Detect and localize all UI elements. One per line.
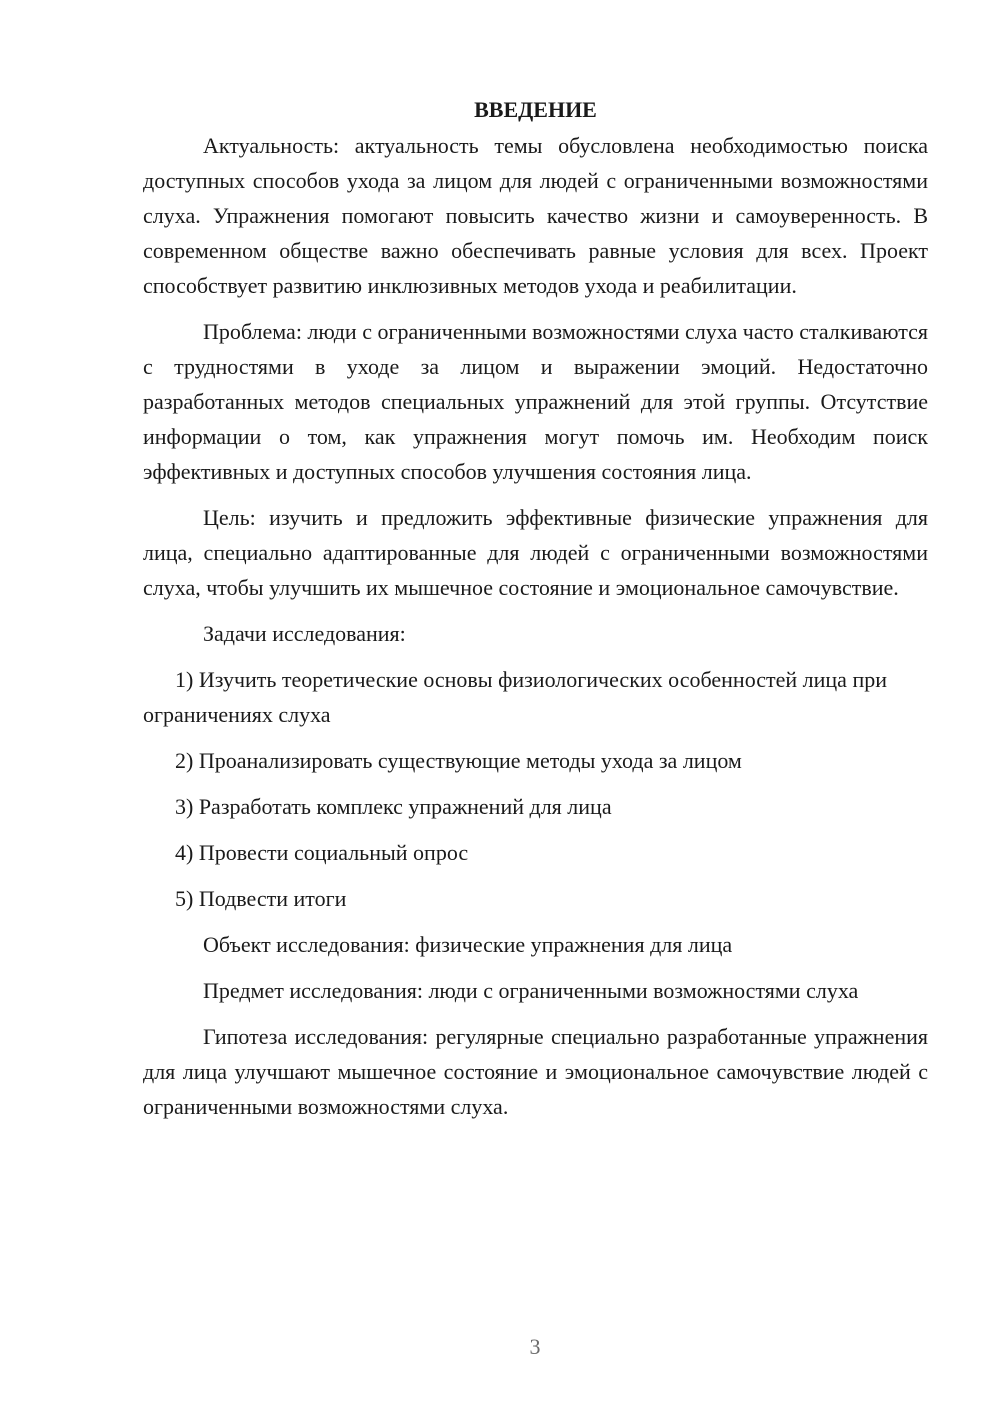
page-number: 3 xyxy=(529,1334,541,1359)
task-item: 5) Подвести итоги xyxy=(175,886,347,911)
relevance-paragraph: Актуальность: актуальность темы обусловлена необходимостью поиска доступных способов ухода за лицом для людей с ограниченными возможностями слуха. Упражнения помогают повысить качество жизни и самоуверенность. В современном обществе важно обеспечивать равные условия для всех. Проект способствует развитию инклюзивных методов ухода и реабилитации. xyxy=(143,133,928,298)
goal-paragraph: Цель: изучить и предложить эффективные физические упражнения для лица, специально адаптированные для людей с ограниченными возможностями слуха, чтобы улучшить их мышечное состояние и эмоциональное самочувствие. xyxy=(143,505,928,600)
task-item: 4) Провести социальный опрос xyxy=(175,840,469,865)
subject-paragraph: Предмет исследования: люди с ограниченными возможностями слуха xyxy=(203,978,859,1003)
problem-paragraph: Проблема: люди с ограниченными возможностями слуха часто сталкиваются с трудностями в уходе за лицом и выражении эмоций. Недостаточно разработанных методов специальных упражнений для этой группы. Отсутствие информации о том, как упражнения могут помочь им. Необходим поиск эффективных и доступных способов улучшения состояния лица. xyxy=(143,319,929,484)
task-item: 2) Проанализировать существующие методы ухода за лицом xyxy=(175,748,742,773)
task-item: 3) Разработать комплекс упражнений для лица xyxy=(175,794,612,819)
tasks-title: Задачи исследования: xyxy=(203,621,406,646)
page-content xyxy=(143,92,928,1135)
page-title: ВВЕДЕНИЕ xyxy=(474,97,597,122)
object-paragraph: Объект исследования: физические упражнения для лица xyxy=(203,932,733,957)
hypothesis-paragraph: Гипотеза исследования: регулярные специально разработанные упражнения для лица улучшают мышечное состояние и эмоциональное самочувствие людей с ограниченными возможностями слуха. xyxy=(143,1024,928,1119)
task-item: 1) Изучить теоретические основы физиологических особенностей лица при ограничениях слуха xyxy=(143,667,887,727)
